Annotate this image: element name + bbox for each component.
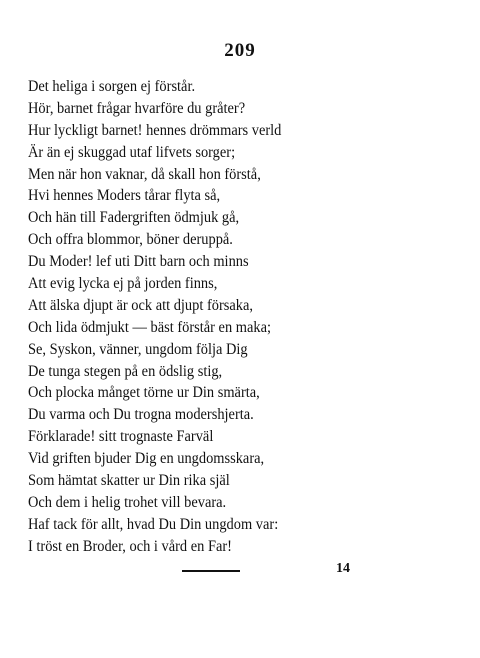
poem-text — [28, 76, 468, 558]
poem-line: Att älska djupt är ock att djupt försaka, — [28, 296, 253, 314]
poem-line: Hör, barnet frågar hvarföre du gråter? — [28, 99, 246, 117]
poem-line: Vid griften bjuder Dig en ungdomsskara, — [28, 450, 265, 468]
poem-line: Och hän till Fadergriften ödmjuk gå, — [28, 209, 240, 227]
poem-line: I tröst en Broder, och i vård en Far! — [28, 537, 232, 555]
poem-line: Haf tack för allt, hvad Du Din ungdom var: — [28, 515, 279, 533]
poem-line: Och offra blommor, böner deruppå. — [28, 231, 233, 249]
poem-line: Se, Syskon, vänner, ungdom följa Dig — [28, 340, 248, 358]
poem-line: Och plocka månget törne ur Din smärta, — [28, 384, 260, 402]
poem-line: Hvi hennes Moders tårar flyta så, — [28, 187, 221, 205]
poem-line: De tunga stegen på en ödslig stig, — [28, 362, 223, 380]
poem-line: Du Moder! lef uti Ditt barn och minns — [28, 253, 249, 271]
poem-line: Det heliga i sorgen ej förstår. — [28, 78, 196, 95]
signature-mark: 14 — [336, 561, 350, 576]
poem-line: Att evig lycka ej på jorden finns, — [28, 275, 218, 293]
poem-line: Du varma och Du trogna modershjerta. — [28, 406, 254, 424]
poem-line: Och dem i helig trohet vill bevara. — [28, 493, 227, 511]
poem-line: Och lida ödmjukt — bäst förstår en maka; — [28, 318, 272, 336]
page-number: 209 — [224, 40, 256, 61]
poem-line: Hur lyckligt barnet! hennes drömmars verld — [28, 121, 282, 139]
poem-line: Som hämtat skatter ur Din rika själ — [28, 472, 230, 490]
poem-line: Men när hon vaknar, då skall hon förstå, — [28, 165, 261, 183]
poem-line: Är än ej skuggad utaf lifvets sorger; — [28, 143, 236, 161]
poem-line: Förklarade! sitt trognaste Farväl — [28, 428, 214, 446]
closing-rule — [182, 570, 240, 572]
